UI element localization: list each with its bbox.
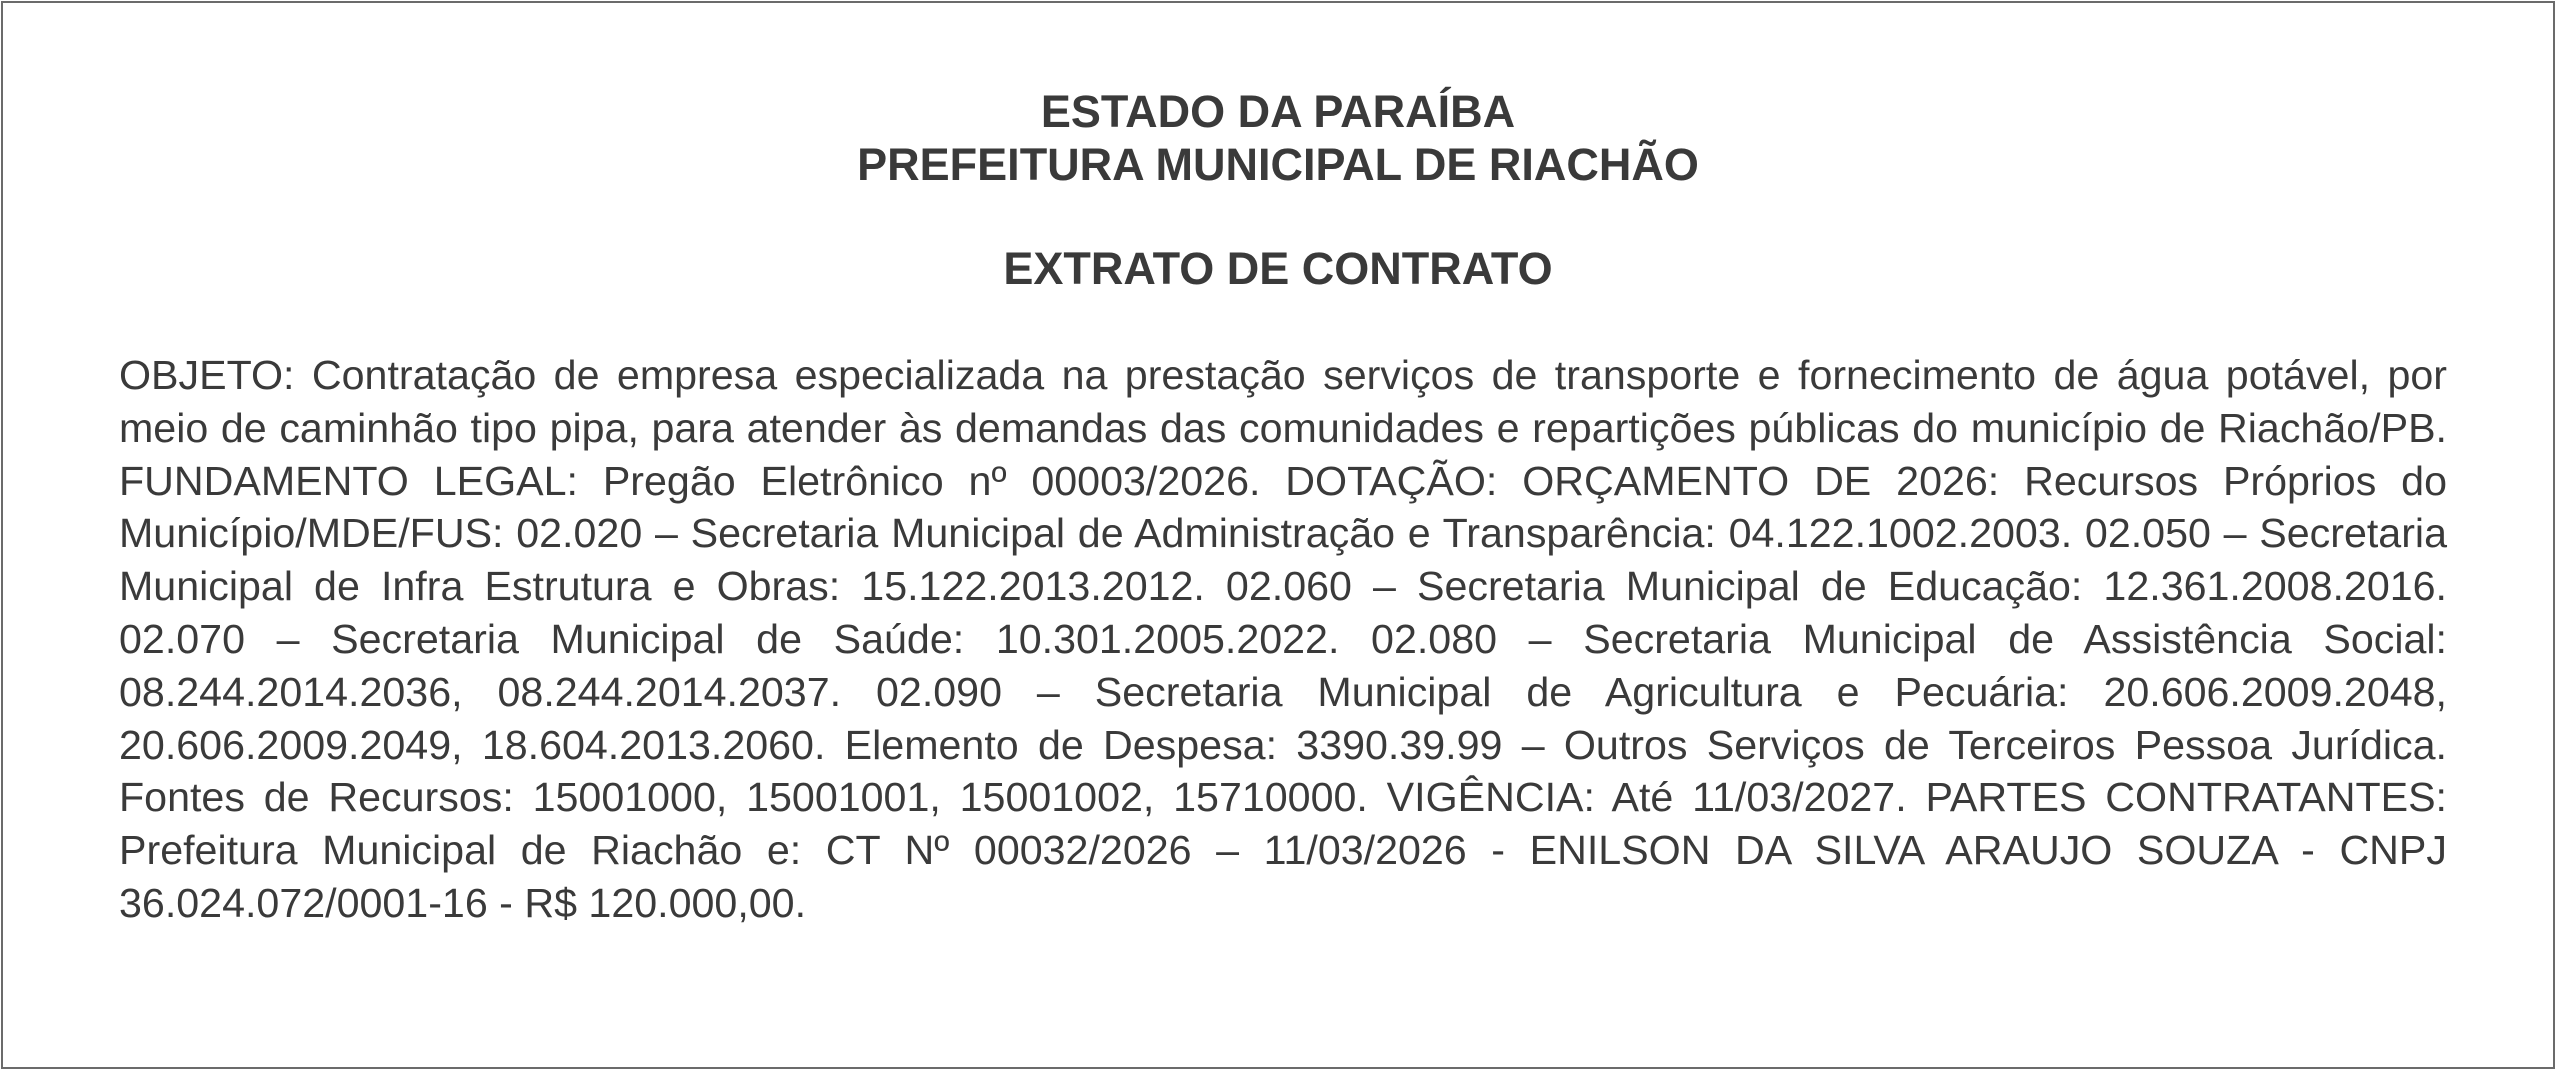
document-title: EXTRATO DE CONTRATO xyxy=(1003,243,1553,294)
contract-body-text: OBJETO: Contratação de empresa especializada na prestação serviços de transporte e fornecimento de água potável, por meio de caminhão tipo pipa, para atender às demandas das comunidades e repartições públicas do município de Riachão/PB. FUNDAMENTO LEGAL: Pregão Eletrônico nº 00003/2026. DOTAÇÃO: ORÇAMENTO DE 2026: Recursos Próprios do Município/MDE/FUS: 02.020 – Secretaria Municipal de Administração e Transparência: 04.122.1002.2003. 02.050 – Secretaria Municipal de Infra Estrutura e Obras: 15.122.2013.2012. 02.060 – Secretaria Municipal de Educação: 12.361.2008.2016. 02.070 – Secretaria Municipal de Saúde: 10.301.2005.2022. 02.080 – Secretaria Municipal de Assistência Social: 08.244.2014.2036, 08.244.2014.2037. 02.090 – Secretaria Municipal de Agricultura e Pecuária: 20.606.2009.2048, 20.606.2009.2049, 18.604.2013.2060. Elemento de Despesa: 3390.39.99 – Outros Serviços de Terceiros Pessoa Jurídica. Fontes de Recursos: 15001000, 15001001, 15001002, 15710000. VIGÊNCIA: Até 11/03/2027. PARTES CONTRATANTES: Prefeitura Municipal de Riachão e: CT Nº 00032/2026 – 11/03/2026 - ENILSON DA SILVA ARAUJO SOUZA - CNPJ 36.024.072/0001-16 - R$ 120.000,00. xyxy=(119,352,2447,926)
header-state: ESTADO DA PARAÍBA xyxy=(1040,86,1516,137)
header-municipality: PREFEITURA MUNICIPAL DE RIACHÃO xyxy=(857,139,1699,190)
document-header xyxy=(3,85,2553,191)
document-frame xyxy=(1,1,2555,1069)
